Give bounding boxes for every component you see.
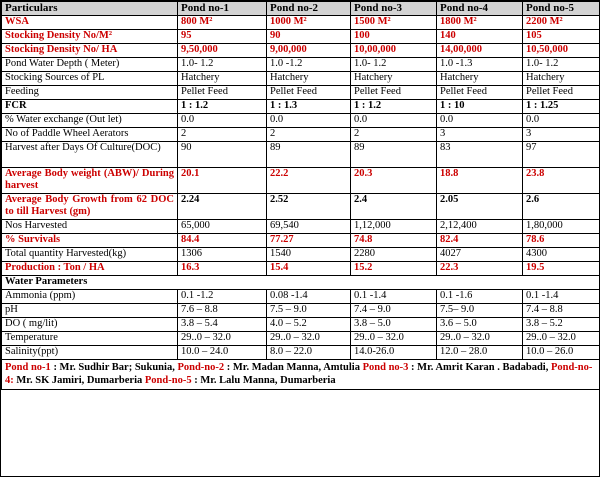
row-value: 74.8: [351, 234, 437, 248]
row-value: 0.1 -1.2: [178, 290, 267, 304]
row-value: 3: [523, 128, 600, 142]
row-value: 23.8: [523, 168, 600, 194]
row-value: Pellet Feed: [267, 86, 351, 100]
row-value: Pellet Feed: [523, 86, 600, 100]
table-row: [2, 30, 600, 44]
row-value: 7.4 – 9.0: [351, 304, 437, 318]
row-label: WSA: [2, 16, 178, 30]
row-value: 9,00,000: [267, 44, 351, 58]
row-value: 0.0: [267, 114, 351, 128]
row-label: Salinity(ppt): [2, 346, 178, 360]
row-value: 20.3: [351, 168, 437, 194]
row-label: Feeding: [2, 86, 178, 100]
header-cell: Particulars: [2, 2, 178, 16]
row-value: 22.2: [267, 168, 351, 194]
row-value: 1 : 10: [437, 100, 523, 114]
row-value: 800 M²: [178, 16, 267, 30]
header-cell: Pond no-5: [523, 2, 600, 16]
table-row: [2, 114, 600, 128]
row-value: 1540: [267, 248, 351, 262]
row-label: pH: [2, 304, 178, 318]
row-value: 8.0 – 22.0: [267, 346, 351, 360]
footer-pond-label: Pond-no-4:: [5, 362, 593, 386]
row-value: 3: [437, 128, 523, 142]
row-value: 0.1 -1.6: [437, 290, 523, 304]
header-cell: Pond no-3: [351, 2, 437, 16]
table-row: [2, 72, 600, 86]
header-cell: Pond no-1: [178, 2, 267, 16]
table-row: [2, 194, 600, 220]
row-value: 9,50,000: [178, 44, 267, 58]
footer-owner: : Mr. Madan Manna, Amtulia: [224, 362, 363, 373]
row-value: 1.0- 1.2: [523, 58, 600, 72]
row-value: Pellet Feed: [351, 86, 437, 100]
row-value: 29..0 – 32.0: [267, 332, 351, 346]
row-label: FCR: [2, 100, 178, 114]
table-row: [2, 262, 600, 276]
row-value: 29..0 – 32.0: [523, 332, 600, 346]
row-label: Harvest after Days Of Culture(DOC): [2, 142, 178, 168]
row-value: 0.0: [351, 114, 437, 128]
row-value: 4027: [437, 248, 523, 262]
row-value: 10.0 – 24.0: [178, 346, 267, 360]
row-value: 1000 M²: [267, 16, 351, 30]
pond-data-table: [1, 1, 600, 390]
row-label: Temperature: [2, 332, 178, 346]
table-row: [2, 168, 600, 194]
row-value: 0.0: [178, 114, 267, 128]
footer-pond-label: Pond no-3: [362, 362, 409, 373]
row-label: Stocking Sources of PL: [2, 72, 178, 86]
row-value: 29..0 – 32.0: [351, 332, 437, 346]
row-value: 1.0- 1.2: [351, 58, 437, 72]
row-value: 65,000: [178, 220, 267, 234]
row-value: 15.4: [267, 262, 351, 276]
table-row: [2, 100, 600, 114]
row-label: No of Paddle Wheel Aerators: [2, 128, 178, 142]
table-row: [2, 346, 600, 360]
row-value: Hatchery: [437, 72, 523, 86]
row-value: 14.0-26.0: [351, 346, 437, 360]
row-label: Pond Water Depth ( Meter): [2, 58, 178, 72]
row-value: 2: [267, 128, 351, 142]
row-value: 2.6: [523, 194, 600, 220]
footer-row: [2, 360, 600, 390]
row-value: 97: [523, 142, 600, 168]
row-value: 29..0 – 32.0: [178, 332, 267, 346]
row-value: 0.1 -1.4: [351, 290, 437, 304]
row-value: 3.6 – 5.0: [437, 318, 523, 332]
header-cell: Pond no-4: [437, 2, 523, 16]
row-value: 16.3: [178, 262, 267, 276]
row-value: Pellet Feed: [178, 86, 267, 100]
row-value: 2.52: [267, 194, 351, 220]
row-label: Ammonia (ppm): [2, 290, 178, 304]
section-row: [2, 276, 600, 290]
row-value: 0.0: [437, 114, 523, 128]
row-value: 2: [178, 128, 267, 142]
row-value: 2: [351, 128, 437, 142]
row-value: Hatchery: [267, 72, 351, 86]
row-value: 140: [437, 30, 523, 44]
row-value: 2.4: [351, 194, 437, 220]
row-value: 84.4: [178, 234, 267, 248]
row-value: 0.08 -1.4: [267, 290, 351, 304]
row-value: 3.8 – 5.0: [351, 318, 437, 332]
row-value: 89: [267, 142, 351, 168]
row-label: Production : Ton / HA: [2, 262, 178, 276]
row-value: 20.1: [178, 168, 267, 194]
row-value: 12.0 – 28.0: [437, 346, 523, 360]
footer-owner: : Mr. Lalu Manna, Dumarberia: [191, 374, 336, 386]
row-label: % Water exchange (Out let): [2, 114, 178, 128]
row-value: 95: [178, 30, 267, 44]
row-label: Total quantity Harvested(kg): [2, 248, 178, 262]
row-value: 18.8: [437, 168, 523, 194]
row-value: 1.0 -1.2: [267, 58, 351, 72]
row-value: 1.0- 1.2: [178, 58, 267, 72]
row-label: Average Body weight (ABW)/ During harvest: [2, 168, 178, 194]
table-row: [2, 128, 600, 142]
row-value: Hatchery: [523, 72, 600, 86]
footer-pond-label: Pond-no-2: [177, 362, 225, 373]
row-value: 82.4: [437, 234, 523, 248]
table-row: [2, 142, 600, 168]
row-value: 10.0 – 26.0: [523, 346, 600, 360]
row-value: 3.8 – 5.2: [523, 318, 600, 332]
footer-pond-label: Pond no-1: [5, 362, 51, 373]
row-value: 7.5– 9.0: [437, 304, 523, 318]
row-value: 89: [351, 142, 437, 168]
row-value: 15.2: [351, 262, 437, 276]
row-value: Hatchery: [351, 72, 437, 86]
row-value: 1306: [178, 248, 267, 262]
table-row: [2, 248, 600, 262]
row-value: 1 : 1.25: [523, 100, 600, 114]
row-value: 7.5 – 9.0: [267, 304, 351, 318]
header-row: [2, 2, 600, 16]
footer-pond-label: Pond-no-5: [144, 374, 192, 386]
row-value: 105: [523, 30, 600, 44]
table-row: [2, 234, 600, 248]
table-row: [2, 304, 600, 318]
table-row: [2, 58, 600, 72]
row-value: 4.0 – 5.2: [267, 318, 351, 332]
row-value: 0.0: [523, 114, 600, 128]
row-value: 77.27: [267, 234, 351, 248]
row-value: 7.6 – 8.8: [178, 304, 267, 318]
row-value: 1 : 1.2: [178, 100, 267, 114]
footer-notes: [2, 360, 600, 390]
footer-owner: : Mr. Amrit Karan . Badabadi,: [408, 362, 551, 373]
row-label: Stocking Density No/M²: [2, 30, 178, 44]
row-label: DO ( mg/lit): [2, 318, 178, 332]
row-value: 2200 M²: [523, 16, 600, 30]
row-value: 69,540: [267, 220, 351, 234]
row-value: 7.4 – 8.8: [523, 304, 600, 318]
table-row: [2, 290, 600, 304]
row-value: 19.5: [523, 262, 600, 276]
row-value: 78.6: [523, 234, 600, 248]
row-value: 90: [267, 30, 351, 44]
row-value: 100: [351, 30, 437, 44]
row-value: 4300: [523, 248, 600, 262]
table-row: [2, 44, 600, 58]
footer-owner: Mr. SK Jamiri, Dumarberia: [13, 374, 145, 386]
row-value: 2.05: [437, 194, 523, 220]
footer-owner: : Mr. Sudhir Bar; Sukunia,: [50, 362, 178, 373]
row-value: 1.0 -1.3: [437, 58, 523, 72]
section-title: Water Parameters: [2, 276, 600, 290]
row-value: Hatchery: [178, 72, 267, 86]
row-value: 14,00,000: [437, 44, 523, 58]
row-value: 1500 M²: [351, 16, 437, 30]
table-row: [2, 318, 600, 332]
header-cell: Pond no-2: [267, 2, 351, 16]
row-value: 0.1 -1.4: [523, 290, 600, 304]
row-value: 1,12,000: [351, 220, 437, 234]
row-value: 1800 M²: [437, 16, 523, 30]
row-value: 10,50,000: [523, 44, 600, 58]
table-row: [2, 332, 600, 346]
table-row: [2, 16, 600, 30]
row-value: 1 : 1.2: [351, 100, 437, 114]
row-label: Average Body Growth from 62 DOC to till Harvest (gm): [2, 194, 178, 220]
row-value: 90: [178, 142, 267, 168]
row-value: 29..0 – 32.0: [437, 332, 523, 346]
row-label: % Survivals: [2, 234, 178, 248]
row-value: Pellet Feed: [437, 86, 523, 100]
row-value: 1,80,000: [523, 220, 600, 234]
row-value: 2,12,400: [437, 220, 523, 234]
row-value: 83: [437, 142, 523, 168]
row-value: 22.3: [437, 262, 523, 276]
row-label: Stocking Density No/ HA: [2, 44, 178, 58]
row-value: 3.8 – 5.4: [178, 318, 267, 332]
row-value: 10,00,000: [351, 44, 437, 58]
table-row: [2, 86, 600, 100]
row-value: 2.24: [178, 194, 267, 220]
row-label: Nos Harvested: [2, 220, 178, 234]
row-value: 2280: [351, 248, 437, 262]
table-row: [2, 220, 600, 234]
row-value: 1 : 1.3: [267, 100, 351, 114]
